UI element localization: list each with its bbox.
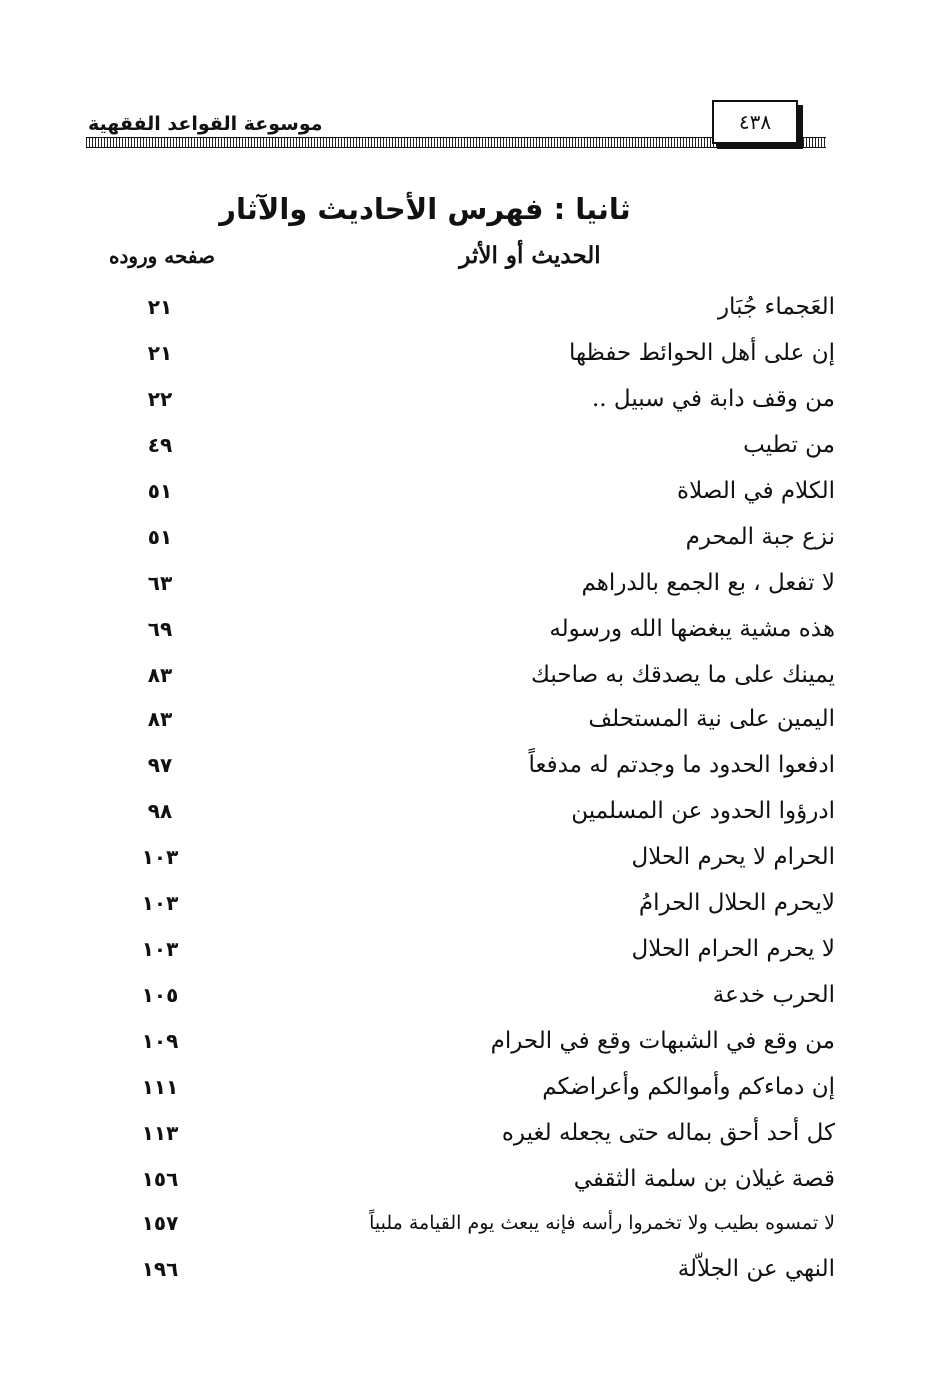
- entry-text: من تطيب: [743, 432, 835, 458]
- index-row: [100, 1249, 835, 1289]
- entry-page: ١٩٦: [141, 1257, 179, 1281]
- entry-page: ١٠٣: [141, 845, 179, 869]
- entry-page: ١٥٧: [141, 1211, 179, 1235]
- entry-page: ٤٩: [147, 433, 173, 457]
- index-row: [100, 1067, 835, 1107]
- entry-page: ٦٩: [147, 617, 173, 641]
- entry-text: الحرب خدعة: [712, 982, 835, 1008]
- entry-page: ٢٢: [147, 387, 173, 411]
- entry-page: ٨٣: [147, 707, 173, 731]
- index-row: [100, 379, 835, 419]
- entry-text: لا تفعل ، بع الجمع بالدراهم: [581, 570, 835, 596]
- index-row: [100, 837, 835, 877]
- index-row: [100, 975, 835, 1015]
- page-number: ٤٣٨: [738, 110, 772, 134]
- entry-page: ٥١: [147, 479, 173, 503]
- index-row: [100, 929, 835, 969]
- index-row: [100, 425, 835, 465]
- entry-text: إن دماءكم وأموالكم وأعراضكم: [542, 1074, 835, 1100]
- index-row: [100, 745, 835, 785]
- entry-page: ٨٣: [147, 663, 173, 687]
- index-row: [100, 609, 835, 649]
- entry-text: اليمين على نية المستحلف: [588, 706, 835, 732]
- entry-page: ٩٨: [147, 799, 173, 823]
- entry-text: إن على أهل الحوائط حفظها: [568, 340, 835, 366]
- entry-text: ادفعوا الحدود ما وجدتم له مدفعاً: [528, 752, 835, 778]
- entry-page: ٦٣: [147, 571, 173, 595]
- entry-page: ٥١: [147, 525, 173, 549]
- section-title: ثانيا : فهرس الأحاديث والآثار: [219, 192, 631, 226]
- index-row: [100, 1113, 835, 1153]
- entry-text: من وقف دابة في سبيل ..: [591, 386, 835, 412]
- entry-page: ١١٣: [141, 1121, 179, 1145]
- index-row: [100, 333, 835, 373]
- entry-text: لا يحرم الحرام الحلال: [631, 936, 835, 962]
- entry-text: من وقع في الشبهات وقع في الحرام: [490, 1028, 835, 1054]
- entry-page: ١٠٥: [141, 983, 179, 1007]
- entry-text: الحرام لا يحرم الحلال: [631, 844, 835, 870]
- entry-page: ٢١: [147, 295, 173, 319]
- entry-page: ١٠٣: [141, 891, 179, 915]
- index-row: [100, 655, 835, 695]
- book-title: موسوعة القواعد الفقهية: [88, 113, 323, 135]
- index-row: [100, 1159, 835, 1199]
- entry-text: ادرؤوا الحدود عن المسلمين: [571, 798, 835, 824]
- entry-text: يمينك على ما يصدقك به صاحبك: [531, 662, 835, 688]
- entry-text: لايحرم الحلال الحرامُ: [638, 890, 835, 916]
- entry-page: ١٠٣: [141, 937, 179, 961]
- entry-page: ٢١: [147, 341, 173, 365]
- entry-page: ١٥٦: [141, 1167, 179, 1191]
- index-row: [100, 563, 835, 603]
- entry-text: قصة غيلان بن سلمة الثقفي: [573, 1166, 835, 1192]
- column-header-page: صفحه وروده: [108, 244, 216, 268]
- entry-text: نزع جبة المحرم: [685, 524, 835, 550]
- entry-text: كل أحد أحق بماله حتى يجعله لغيره: [501, 1120, 835, 1146]
- entry-page: ١٠٩: [141, 1029, 179, 1053]
- index-row: [100, 791, 835, 831]
- entry-text: الكلام في الصلاة: [677, 478, 835, 504]
- index-row: [100, 471, 835, 511]
- index-row: [100, 699, 835, 739]
- entry-page: ٩٧: [147, 753, 173, 777]
- column-header-text: الحديث أو الأثر: [459, 242, 601, 269]
- index-row: [100, 1203, 835, 1243]
- entry-text: هذه مشية يبغضها الله ورسوله: [549, 616, 835, 642]
- index-row: [100, 517, 835, 557]
- entry-text: العَجماء جُبَار: [717, 294, 835, 320]
- index-row: [100, 287, 835, 327]
- entry-text: لا تمسوه بطيب ولا تخمروا رأسه فإنه يبعث يوم القيامة ملبياً: [369, 1212, 835, 1234]
- entry-text: النهي عن الجلاّلة: [677, 1256, 835, 1282]
- index-row: [100, 883, 835, 923]
- index-row: [100, 1021, 835, 1061]
- entry-page: ١١١: [141, 1075, 179, 1099]
